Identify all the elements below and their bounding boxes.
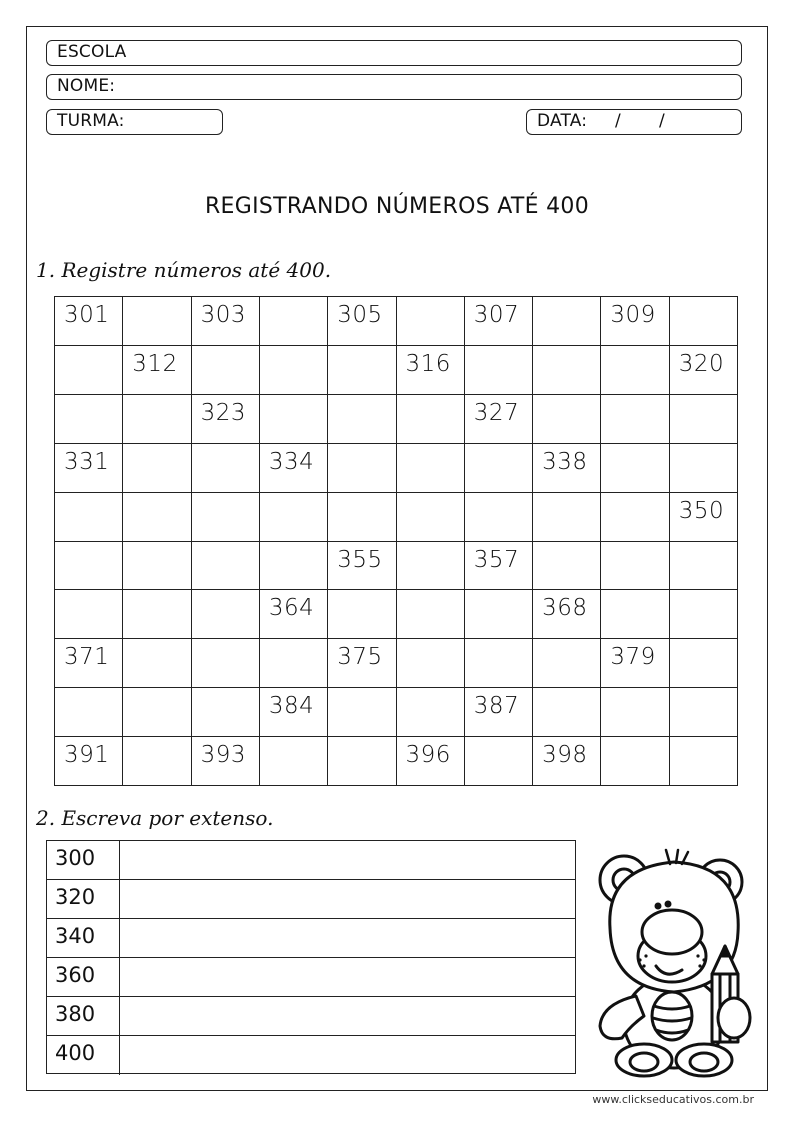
grid-cell-empty[interactable]: [260, 737, 328, 786]
escola-field[interactable]: [46, 40, 742, 66]
write-out-table: [46, 840, 576, 1074]
grid-cell-filled: 334: [260, 444, 328, 493]
grid-cell-empty[interactable]: [55, 346, 123, 395]
write-number: 400: [47, 1036, 120, 1075]
write-answer-field[interactable]: [120, 1036, 575, 1075]
turma-field[interactable]: [46, 109, 223, 135]
write-row: [47, 919, 575, 958]
grid-cell-filled: 371: [55, 639, 123, 688]
grid-cell-empty[interactable]: [123, 444, 191, 493]
grid-cell-empty[interactable]: [123, 542, 191, 591]
footer-url: www.clickseducativos.com.br: [592, 1093, 754, 1106]
grid-cell-empty[interactable]: [192, 688, 260, 737]
page-title: REGISTRANDO NÚMEROS ATÉ 400: [204, 194, 590, 219]
grid-cell-filled: 309: [601, 297, 669, 346]
grid-cell-filled: 305: [328, 297, 396, 346]
grid-cell-empty[interactable]: [260, 297, 328, 346]
grid-cell-empty[interactable]: [123, 395, 191, 444]
grid-cell-filled: 396: [397, 737, 465, 786]
grid-cell-empty[interactable]: [192, 542, 260, 591]
grid-cell-empty[interactable]: [533, 542, 601, 591]
grid-cell-empty[interactable]: [465, 346, 533, 395]
grid-cell-empty[interactable]: [465, 737, 533, 786]
grid-cell-empty[interactable]: [601, 542, 669, 591]
grid-cell-empty[interactable]: [55, 395, 123, 444]
grid-cell-empty[interactable]: [670, 395, 738, 444]
data-separator: /: [615, 111, 621, 131]
grid-cell-filled: 312: [123, 346, 191, 395]
grid-cell-filled: 316: [397, 346, 465, 395]
grid-cell-empty[interactable]: [670, 542, 738, 591]
grid-cell-empty[interactable]: [670, 688, 738, 737]
write-number: 380: [47, 997, 120, 1035]
grid-cell-empty[interactable]: [465, 493, 533, 542]
write-answer-field[interactable]: [120, 880, 575, 918]
grid-cell-empty[interactable]: [601, 590, 669, 639]
grid-cell-empty[interactable]: [533, 297, 601, 346]
grid-cell-filled: 357: [465, 542, 533, 591]
turma-label: TURMA:: [57, 111, 125, 131]
grid-cell-filled: 327: [465, 395, 533, 444]
grid-cell-empty[interactable]: [397, 542, 465, 591]
grid-cell-empty[interactable]: [192, 590, 260, 639]
grid-cell-empty[interactable]: [533, 688, 601, 737]
grid-cell-filled: 387: [465, 688, 533, 737]
grid-cell-filled: 398: [533, 737, 601, 786]
data-separator: /: [659, 111, 665, 131]
grid-cell-empty[interactable]: [670, 590, 738, 639]
grid-cell-filled: 320: [670, 346, 738, 395]
grid-cell-empty[interactable]: [670, 737, 738, 786]
grid-cell-empty[interactable]: [192, 493, 260, 542]
grid-cell-empty[interactable]: [123, 590, 191, 639]
grid-cell-filled: 364: [260, 590, 328, 639]
grid-cell-empty[interactable]: [397, 297, 465, 346]
write-answer-field[interactable]: [120, 997, 575, 1035]
grid-cell-empty[interactable]: [533, 493, 601, 542]
grid-cell-empty[interactable]: [397, 590, 465, 639]
grid-cell-empty[interactable]: [601, 444, 669, 493]
nome-field[interactable]: [46, 74, 742, 100]
grid-cell-empty[interactable]: [601, 737, 669, 786]
grid-cell-empty[interactable]: [601, 346, 669, 395]
grid-cell-empty[interactable]: [123, 737, 191, 786]
grid-cell-empty[interactable]: [601, 493, 669, 542]
grid-cell-filled: 323: [192, 395, 260, 444]
grid-cell-empty[interactable]: [123, 297, 191, 346]
grid-cell-empty[interactable]: [55, 590, 123, 639]
grid-cell-filled: 375: [328, 639, 396, 688]
write-answer-field[interactable]: [120, 919, 575, 957]
grid-cell-empty[interactable]: [397, 444, 465, 493]
write-row: [47, 880, 575, 919]
grid-cell-filled: 303: [192, 297, 260, 346]
write-answer-field[interactable]: [120, 841, 575, 879]
data-field[interactable]: [526, 109, 742, 135]
grid-cell-empty[interactable]: [465, 590, 533, 639]
write-row: [47, 1036, 575, 1075]
grid-cell-empty[interactable]: [397, 639, 465, 688]
grid-cell-filled: 331: [55, 444, 123, 493]
grid-cell-filled: 307: [465, 297, 533, 346]
grid-cell-empty[interactable]: [328, 590, 396, 639]
grid-cell-empty[interactable]: [55, 493, 123, 542]
grid-cell-empty[interactable]: [328, 493, 396, 542]
grid-cell-empty[interactable]: [397, 493, 465, 542]
grid-cell-filled: 368: [533, 590, 601, 639]
grid-cell-filled: 391: [55, 737, 123, 786]
write-number: 340: [47, 919, 120, 957]
grid-cell-empty[interactable]: [260, 639, 328, 688]
write-number: 300: [47, 841, 120, 879]
grid-cell-filled: 301: [55, 297, 123, 346]
grid-cell-filled: 338: [533, 444, 601, 493]
grid-cell-empty[interactable]: [670, 297, 738, 346]
grid-cell-empty[interactable]: [123, 688, 191, 737]
grid-cell-empty[interactable]: [123, 493, 191, 542]
grid-cell-empty[interactable]: [55, 542, 123, 591]
grid-cell-empty[interactable]: [260, 395, 328, 444]
write-row: [47, 841, 575, 880]
grid-cell-empty[interactable]: [192, 444, 260, 493]
nome-label: NOME:: [57, 76, 116, 96]
grid-cell-filled: 393: [192, 737, 260, 786]
grid-cell-empty[interactable]: [192, 639, 260, 688]
grid-cell-empty[interactable]: [260, 346, 328, 395]
grid-cell-empty[interactable]: [465, 444, 533, 493]
grid-cell-empty[interactable]: [465, 639, 533, 688]
question-1-label: 1. Registre números até 400.: [36, 258, 332, 282]
grid-cell-filled: 379: [601, 639, 669, 688]
grid-cell-filled: 350: [670, 493, 738, 542]
grid-cell-empty[interactable]: [670, 639, 738, 688]
numbers-grid: [54, 296, 738, 786]
grid-cell-empty[interactable]: [533, 639, 601, 688]
write-row: [47, 958, 575, 997]
grid-cell-empty[interactable]: [328, 444, 396, 493]
write-number: 320: [47, 880, 120, 918]
write-number: 360: [47, 958, 120, 996]
grid-cell-empty[interactable]: [670, 444, 738, 493]
write-row: [47, 997, 575, 1036]
grid-cell-empty[interactable]: [601, 395, 669, 444]
escola-label: ESCOLA: [57, 42, 127, 62]
write-answer-field[interactable]: [120, 958, 575, 996]
grid-cell-filled: 355: [328, 542, 396, 591]
grid-cell-empty[interactable]: [328, 346, 396, 395]
grid-cell-empty[interactable]: [260, 542, 328, 591]
grid-cell-empty[interactable]: [192, 346, 260, 395]
grid-cell-empty[interactable]: [328, 395, 396, 444]
grid-cell-empty[interactable]: [260, 493, 328, 542]
grid-cell-empty[interactable]: [328, 737, 396, 786]
data-label: DATA:: [537, 111, 588, 131]
grid-cell-empty[interactable]: [533, 346, 601, 395]
grid-cell-empty[interactable]: [397, 688, 465, 737]
grid-cell-empty[interactable]: [328, 688, 396, 737]
grid-cell-empty[interactable]: [55, 688, 123, 737]
grid-cell-filled: 384: [260, 688, 328, 737]
bear-with-pencil-icon: [592, 846, 762, 1078]
grid-cell-empty[interactable]: [123, 639, 191, 688]
grid-cell-empty[interactable]: [397, 395, 465, 444]
grid-cell-empty[interactable]: [533, 395, 601, 444]
grid-cell-empty[interactable]: [601, 688, 669, 737]
question-2-label: 2. Escreva por extenso.: [36, 806, 274, 830]
